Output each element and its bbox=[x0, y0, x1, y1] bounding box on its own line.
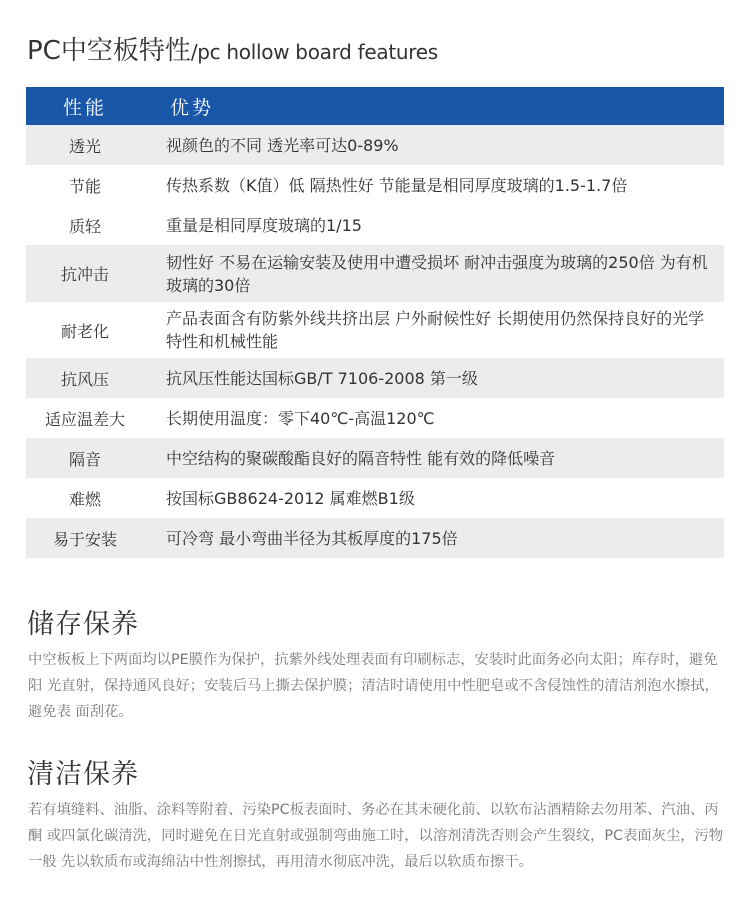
table-row bbox=[26, 165, 724, 205]
table-row bbox=[26, 302, 724, 358]
row-name: 抗冲击 bbox=[60, 265, 109, 284]
row-name: 隔音 bbox=[68, 449, 101, 469]
header-performance: 性能 bbox=[62, 96, 107, 119]
row-desc: 产品表面含有防紫外线共挤出层 户外耐候性好 长期使用仍然保持良好的光学特性和机械性能 bbox=[166, 309, 705, 351]
cleaning-body: 若有填缝料、油脂、涂料等附着、污染PC板表面时、务必在其未硬化前、以软布沾酒精除去勿用苯、汽油、丙酮 或四氯化碳清洗，同时避免在日光直射或强制弯曲施工时，以溶剂清洗否则会产生裂纹，PC表面灰尘，污物一般 先以软质布或海绵沾中性剂擦拭，再用清水彻底冲洗，最后以软质布擦干。 bbox=[28, 802, 724, 870]
table-row bbox=[26, 245, 724, 302]
table-row bbox=[26, 398, 724, 438]
page-title bbox=[27, 30, 438, 70]
page-title-en: /pc hollow board features bbox=[190, 40, 438, 64]
cleaning-title: 清洁保养 bbox=[27, 759, 139, 790]
table-row bbox=[26, 205, 724, 245]
row-name: 易于安装 bbox=[52, 529, 117, 549]
row-desc: 传热系数（K值）低 隔热性好 节能量是相同厚度玻璃的1.5-1.7倍 bbox=[166, 175, 628, 195]
table-header bbox=[26, 87, 724, 125]
page-title-cn: PC中空板特性 bbox=[27, 36, 191, 66]
row-name: 抗风压 bbox=[60, 369, 109, 389]
row-name: 透光 bbox=[68, 136, 101, 156]
row-desc: 重量是相同厚度玻璃的1/15 bbox=[166, 215, 362, 235]
row-desc: 可冷弯 最小弯曲半径为其板厚度的175倍 bbox=[166, 528, 458, 548]
table-row bbox=[26, 438, 724, 478]
row-name: 节能 bbox=[68, 176, 101, 196]
table-row bbox=[26, 518, 724, 558]
features-table bbox=[26, 87, 724, 558]
table-row bbox=[26, 478, 724, 518]
row-name: 质轻 bbox=[68, 216, 101, 236]
table-row bbox=[26, 358, 724, 398]
row-desc: 中空结构的聚碳酸酯良好的隔音特性 能有效的降低噪音 bbox=[166, 448, 556, 468]
row-desc: 长期使用温度：零下40℃-高温120℃ bbox=[166, 408, 435, 428]
row-desc: 按国标GB8624-2012 属难燃B1级 bbox=[166, 488, 415, 508]
row-name: 耐老化 bbox=[60, 321, 109, 341]
row-desc: 韧性好 不易在运输安装及使用中遭受损坏 耐冲击强度为玻璃的250倍 为有机玻璃的30倍 bbox=[166, 252, 708, 295]
row-name: 难燃 bbox=[68, 489, 101, 509]
row-name: 适应温差大 bbox=[44, 409, 125, 429]
storage-body: 中空板板上下两面均以PE膜作为保护，抗紫外线处理表面有印刷标志，安装时此面务必向太阳；库存时，避免阳 光直射，保持通风良好；安装后马上撕去保护膜；清洁时请使用中性肥皂或不含侵蚀性的清洁剂泡水擦拭，避免表 面刮花。 bbox=[28, 652, 719, 720]
row-desc: 抗风压性能达国标GB/T 7106-2008 第一级 bbox=[166, 368, 478, 388]
storage-title: 储存保养 bbox=[27, 609, 139, 640]
row-desc: 视颜色的不同 透光率可达0-89% bbox=[166, 135, 399, 155]
header-advantage: 优势 bbox=[170, 96, 215, 119]
table-row bbox=[26, 125, 724, 165]
